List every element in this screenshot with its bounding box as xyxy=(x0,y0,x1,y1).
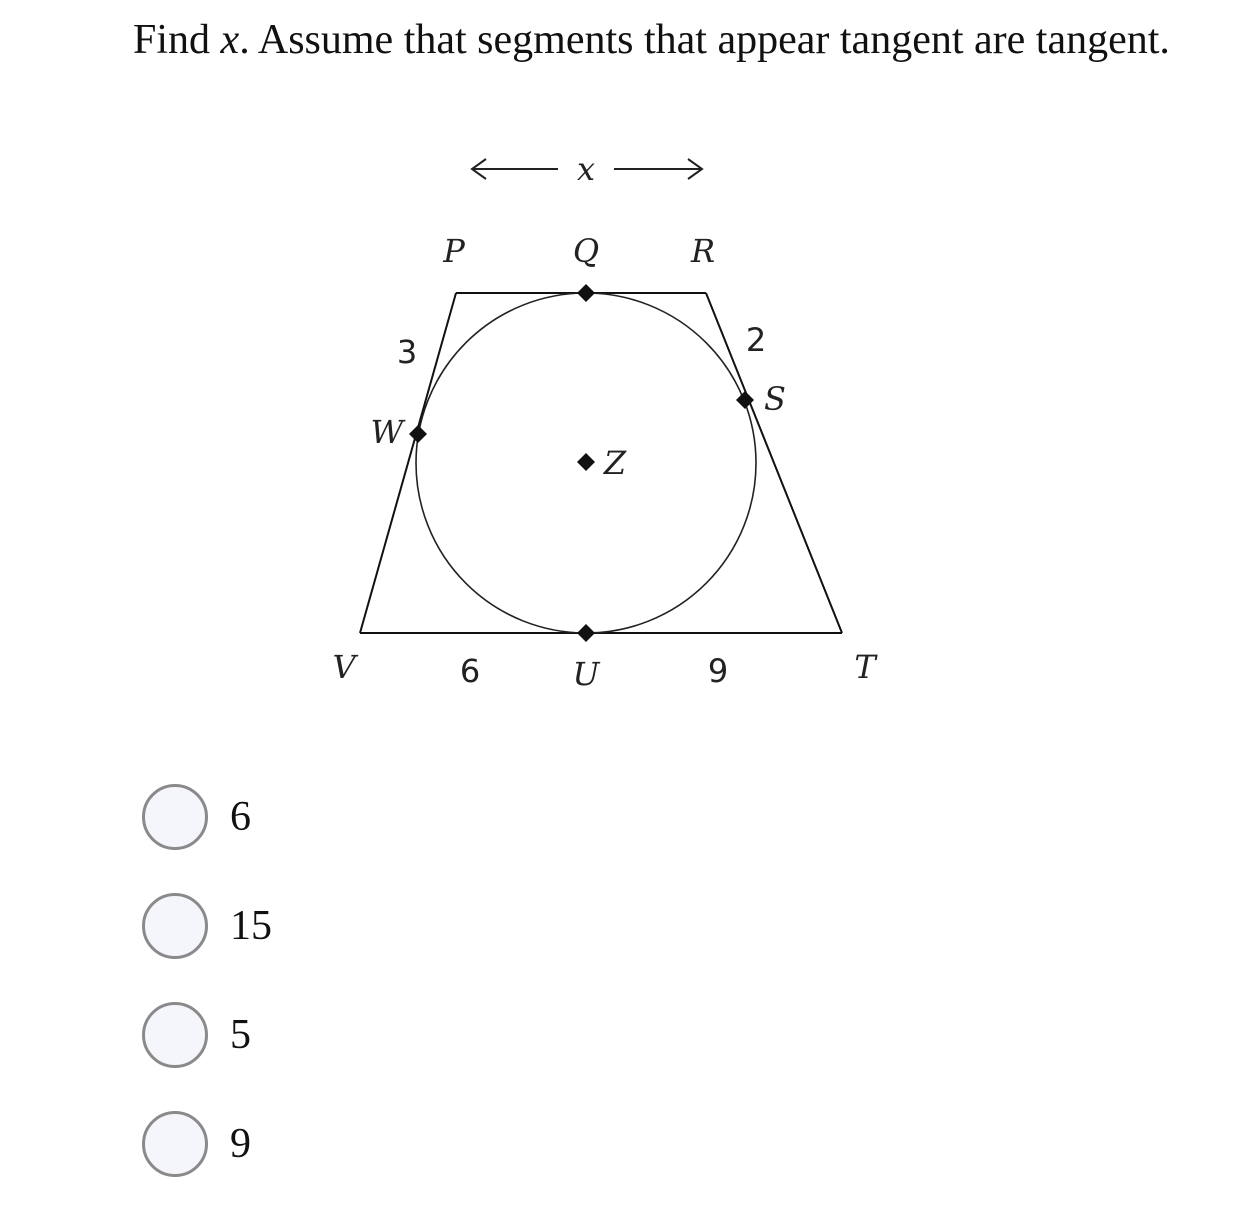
choice-label: 9 xyxy=(230,1121,251,1167)
choice-label: 5 xyxy=(230,1012,251,1058)
point-U xyxy=(577,624,595,642)
figure-svg xyxy=(300,140,920,700)
radio-button[interactable] xyxy=(142,1002,208,1068)
segment-RT xyxy=(706,293,842,633)
radio-button[interactable] xyxy=(142,1111,208,1177)
length-VU: 6 xyxy=(459,652,481,690)
label-Q: Q xyxy=(572,232,600,270)
point-Z xyxy=(577,453,595,471)
label-V: V xyxy=(332,648,356,686)
length-RS: 2 xyxy=(745,321,767,359)
choice-option[interactable] xyxy=(142,891,272,961)
label-U: U xyxy=(572,655,600,693)
choice-label: 6 xyxy=(230,794,251,840)
label-T: T xyxy=(854,648,876,686)
trapezoid-outline xyxy=(360,293,842,633)
label-P: P xyxy=(443,232,465,270)
question-suffix: . Assume that segments that appear tangent are tangent. xyxy=(239,17,1170,63)
radio-button[interactable] xyxy=(142,893,208,959)
length-UT: 9 xyxy=(707,652,729,690)
label-R: R xyxy=(690,232,716,270)
label-x: x xyxy=(576,150,596,188)
length-PW: 3 xyxy=(396,333,418,371)
answer-choices xyxy=(142,782,272,1218)
radio-button[interactable] xyxy=(142,784,208,850)
geometry-figure xyxy=(300,140,920,700)
choice-option[interactable] xyxy=(142,1109,272,1179)
label-S: S xyxy=(764,380,786,418)
question-variable: x xyxy=(220,17,240,63)
label-W: W xyxy=(370,413,404,451)
point-W xyxy=(409,425,427,443)
question-text xyxy=(133,12,1193,69)
label-Z: Z xyxy=(603,444,627,482)
choice-label: 15 xyxy=(230,903,272,949)
choice-option[interactable] xyxy=(142,782,272,852)
point-Q xyxy=(577,284,595,302)
points xyxy=(409,284,754,642)
question-prefix: Find xyxy=(133,17,211,63)
choice-option[interactable] xyxy=(142,1000,272,1070)
